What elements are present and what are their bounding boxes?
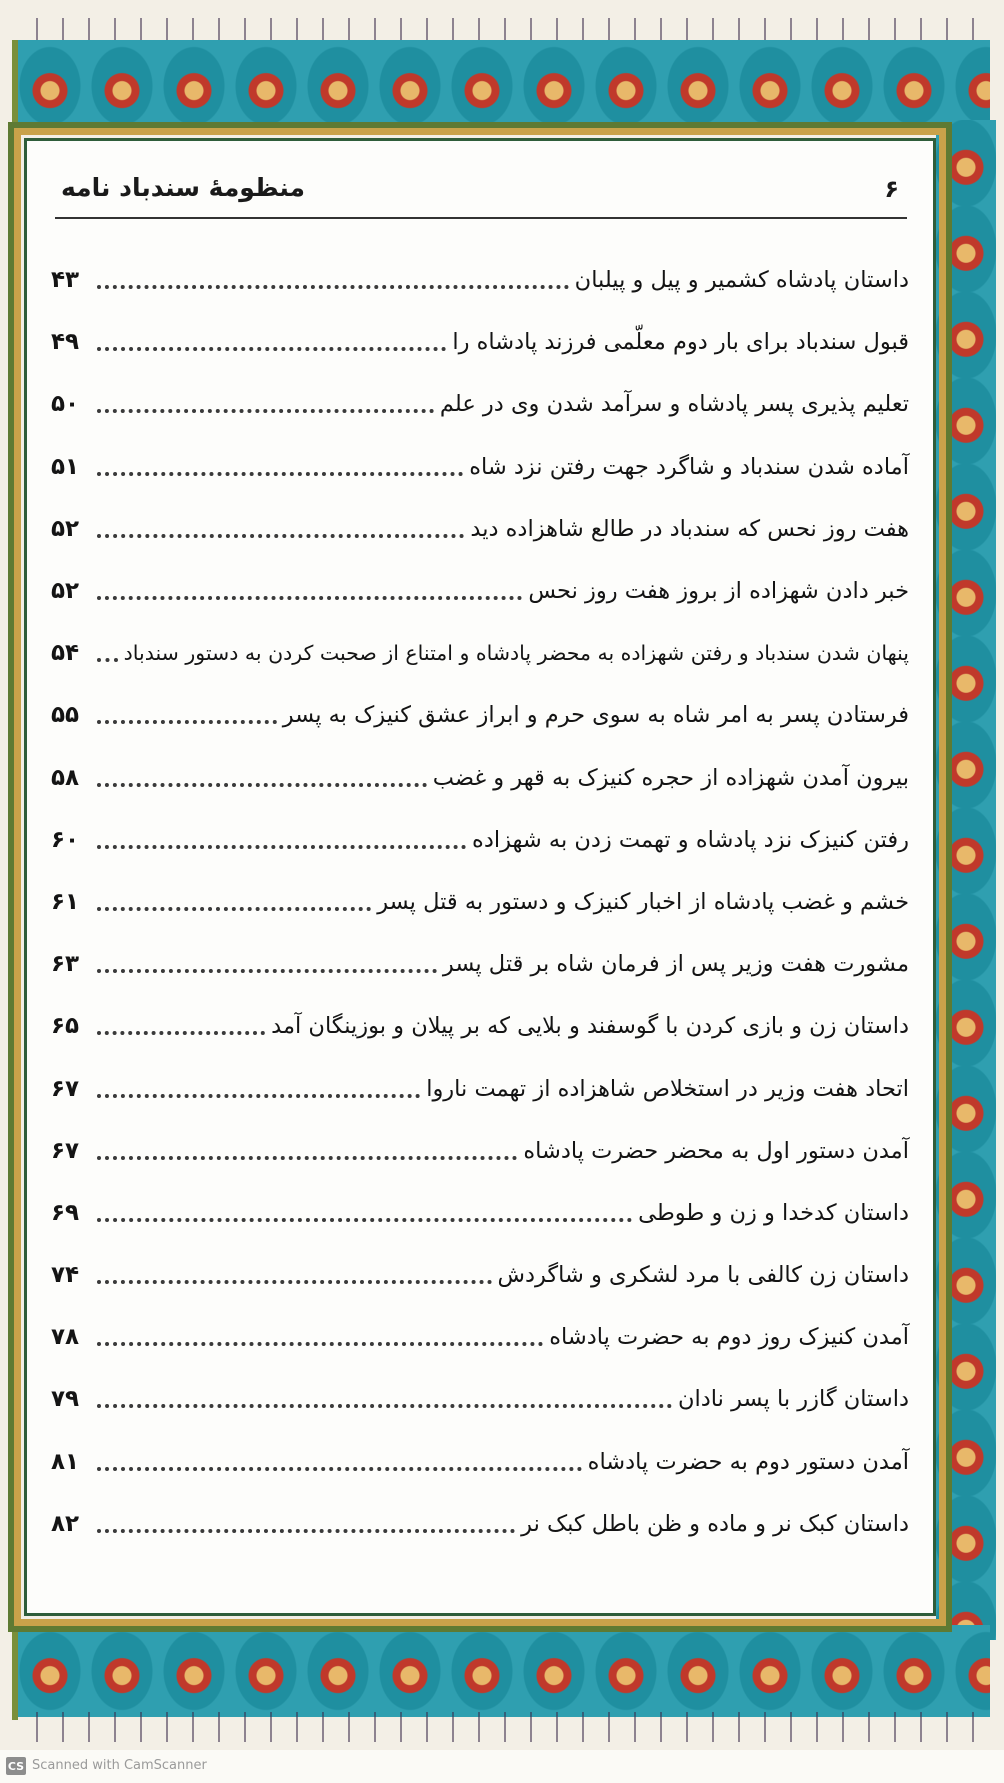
- dot-leader: [97, 594, 522, 600]
- table-of-contents: [51, 249, 909, 1555]
- toc-entry-title: داستان کدخدا و زن و طوطی: [638, 1199, 909, 1226]
- toc-entry-title: مشورت هفت وزیر پس از فرمان شاه بر قتل پسر: [442, 951, 909, 978]
- dot-leader: [97, 1092, 420, 1098]
- dot-leader: [97, 1154, 517, 1160]
- toc-entry: [51, 1057, 909, 1119]
- toc-entry: [51, 249, 909, 311]
- toc-entry: [51, 622, 909, 684]
- toc-entry-title: داستان کبک نر و ماده و ظن باطل کبک نر: [521, 1510, 909, 1537]
- toc-entry-page: ۶۷: [51, 1075, 80, 1102]
- dot-leader: [97, 1216, 632, 1222]
- dot-leader: [97, 1278, 492, 1284]
- frame-top-band: [14, 40, 990, 132]
- toc-entry: [51, 1431, 909, 1493]
- toc-entry-page: ۵۴: [51, 640, 80, 667]
- frame-bottom-band: [14, 1625, 990, 1717]
- book-title: منظومهٔ سندباد نامه: [61, 173, 306, 202]
- dot-leader: [97, 470, 463, 476]
- toc-entry-page: ۵۰: [51, 391, 80, 418]
- toc-entry-page: ۸۱: [51, 1448, 80, 1475]
- toc-entry: [51, 933, 909, 995]
- toc-entry: [51, 498, 909, 560]
- toc-entry: [51, 311, 909, 373]
- toc-entry-title: تعلیم پذیری پسر پادشاه و سرآمد شدن وی در علم: [439, 391, 909, 418]
- toc-entry-page: ۸۲: [51, 1510, 80, 1537]
- page-header: [55, 171, 907, 219]
- scanner-footer: [0, 1750, 1004, 1783]
- toc-entry-title: داستان زن کالفی با مرد لشکری و شاگردش: [497, 1262, 909, 1289]
- toc-entry: [51, 1493, 909, 1555]
- toc-entry-title: خبر دادن شهزاده از بروز هفت روز نحس: [528, 578, 909, 605]
- toc-entry-page: ۵۲: [51, 515, 80, 542]
- dot-leader: [97, 781, 427, 787]
- toc-entry-title: اتحاد هفت وزیر در استخلاص شاهزاده از تهمت ناروا: [426, 1075, 909, 1102]
- dot-leader: [97, 656, 118, 662]
- toc-entry-title: رفتن کنیزک نزد پادشاه و تهمت زدن به شهزاده: [472, 826, 909, 853]
- toc-entry-page: ۶۵: [51, 1013, 80, 1040]
- toc-entry-title: قبول سندباد برای بار دوم معلّمی فرزند پادشاه را: [452, 329, 909, 356]
- toc-entry-page: ۶۷: [51, 1137, 80, 1164]
- dot-leader: [97, 1029, 265, 1035]
- dot-leader: [97, 1527, 515, 1533]
- page-panel: [24, 138, 936, 1616]
- toc-entry: [51, 373, 909, 435]
- page-number: ۶: [884, 175, 899, 203]
- toc-entry-title: فرستادن پسر به امر شاه به سوی حرم و ابراز عشق کنیزک به پسر: [282, 702, 909, 729]
- toc-entry-page: ۵۱: [51, 453, 80, 480]
- toc-entry-title: آمدن کنیزک روز دوم به حضرت پادشاه: [549, 1324, 909, 1351]
- toc-entry: [51, 871, 909, 933]
- frame-bottom-finials: [24, 1712, 984, 1742]
- toc-entry: [51, 747, 909, 809]
- toc-entry-title: داستان پادشاه کشمیر و پیل و پیلبان: [574, 267, 909, 294]
- toc-entry-title: بیرون آمدن شهزاده از حجره کنیزک به قهر و غضب: [432, 764, 909, 791]
- toc-entry-page: ۶۳: [51, 951, 80, 978]
- dot-leader: [97, 843, 466, 849]
- toc-entry-page: ۶۹: [51, 1199, 80, 1226]
- toc-entry: [51, 1244, 909, 1306]
- dot-leader: [97, 905, 371, 911]
- dot-leader: [97, 283, 569, 289]
- toc-entry: [51, 1182, 909, 1244]
- toc-entry-page: ۵۵: [51, 702, 80, 729]
- dot-leader: [97, 1402, 672, 1408]
- toc-entry-title: هفت روز نحس که سندباد در طالع شاهزاده دید: [470, 515, 909, 542]
- dot-leader: [97, 532, 464, 538]
- toc-entry-page: ۴۳: [51, 267, 80, 294]
- toc-entry-title: آماده شدن سندباد و شاگرد جهت رفتن نزد شاه: [469, 453, 909, 480]
- scanner-watermark: Scanned with CamScanner: [32, 1758, 207, 1773]
- toc-entry-page: ۷۸: [51, 1324, 80, 1351]
- toc-entry: [51, 436, 909, 498]
- toc-entry-page: ۶۰: [51, 826, 80, 853]
- toc-entry: [51, 1120, 909, 1182]
- toc-entry: [51, 560, 909, 622]
- dot-leader: [97, 1340, 543, 1346]
- toc-entry: [51, 1306, 909, 1368]
- dot-leader: [97, 407, 434, 413]
- toc-entry-title: آمدن دستور دوم به حضرت پادشاه: [587, 1448, 909, 1475]
- camscanner-icon: CS: [6, 1757, 26, 1775]
- toc-entry-title: پنهان شدن سندباد و رفتن شهزاده به محضر پادشاه و امتناع از صحبت کردن به دستور سندباد: [123, 641, 909, 666]
- toc-entry: [51, 684, 909, 746]
- toc-entry-page: ۶۱: [51, 888, 80, 915]
- toc-entry-title: خشم و غضب پادشاه از اخبار کنیزک و دستور به قتل پسر: [377, 888, 909, 915]
- toc-entry: [51, 995, 909, 1057]
- toc-entry-page: ۵۸: [51, 764, 80, 791]
- dot-leader: [97, 1465, 582, 1471]
- toc-entry-page: ۵۲: [51, 578, 80, 605]
- dot-leader: [97, 345, 446, 351]
- toc-entry: [51, 809, 909, 871]
- dot-leader: [97, 718, 277, 724]
- toc-entry-title: داستان زن و بازی کردن با گوسفند و بلایی که بر پیلان و بوزینگان آمد: [271, 1013, 909, 1040]
- toc-entry-page: ۷۴: [51, 1262, 80, 1289]
- toc-entry-title: آمدن دستور اول به محضر حضرت پادشاه: [523, 1137, 909, 1164]
- dot-leader: [97, 967, 437, 973]
- toc-entry-page: ۴۹: [51, 329, 80, 356]
- toc-entry-title: داستان گازر با پسر نادان: [678, 1386, 909, 1413]
- toc-entry-page: ۷۹: [51, 1386, 80, 1413]
- toc-entry: [51, 1368, 909, 1430]
